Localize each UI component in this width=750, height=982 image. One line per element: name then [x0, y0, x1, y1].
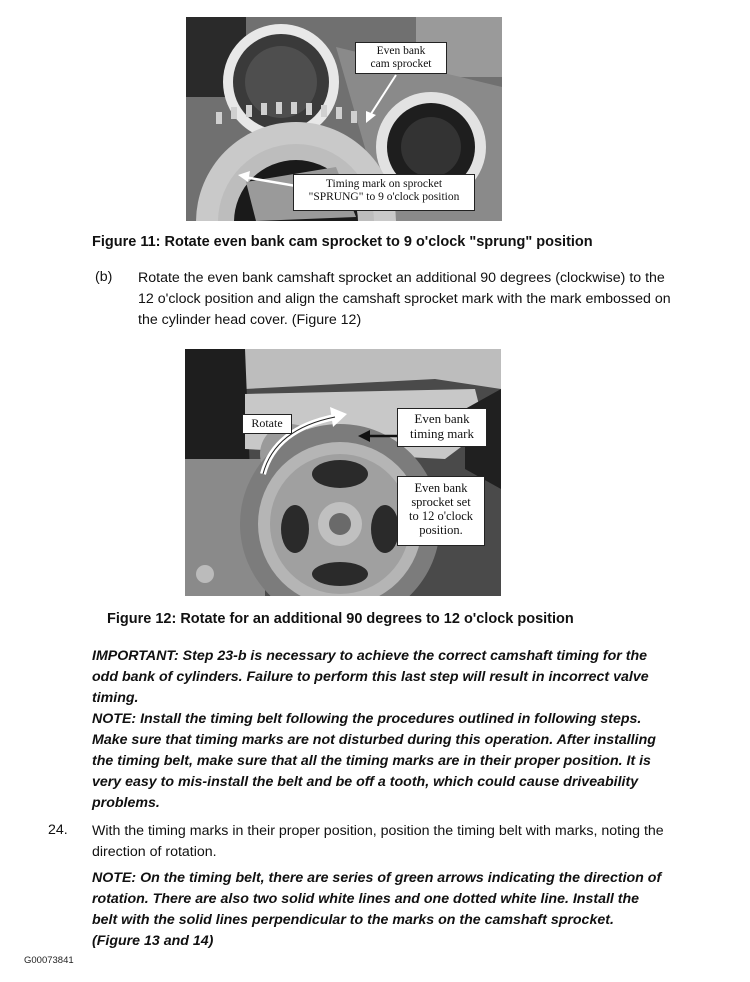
- step-24-text: With the timing marks in their proper position, position the timing belt with marks, noting the direction of rotation.: [92, 823, 664, 860]
- callout-timing-mark-sprung: Timing mark on sprocket "SPRUNG" to 9 o'clock position: [293, 174, 475, 211]
- step-b-marker: (b): [95, 269, 113, 285]
- document-id: G00073841: [24, 955, 74, 966]
- figure-12-photo: [185, 349, 501, 596]
- note-timing-belt-arrows: NOTE: On the timing belt, there are series of green arrows indicating the direction of rotation. There are also two solid white lines and one dotted white line. Install the belt with the solid lines perpendicular to the marks on the camshaft sprocket. (Figure 13 and 14): [92, 870, 662, 949]
- callout-even-bank-cam-sprocket: Even bank cam sprocket: [355, 42, 447, 74]
- step-b-text: Rotate the even bank camshaft sprocket an additional 90 degrees (clockwise) to the 12 o'clock position and align the camshaft sprocket mark with the mark embossed on the cylinder head cover. (Figure 12): [138, 270, 671, 328]
- figure-11-caption: Figure 11: Rotate even bank cam sprocket to 9 o'clock "sprung" position: [92, 234, 593, 250]
- important-note: IMPORTANT: Step 23-b is necessary to achieve the correct camshaft timing for the odd bank of cylinders. Failure to perform this last step will result in incorrect valve timing.: [92, 648, 649, 706]
- callout-even-bank-timing-mark: Even bank timing mark: [397, 408, 487, 447]
- step-24-marker: 24.: [48, 822, 68, 838]
- figure-12-caption: Figure 12: Rotate for an additional 90 degrees to 12 o'clock position: [107, 611, 574, 627]
- figure-12-illustration: [185, 349, 501, 596]
- callout-rotate: Rotate: [242, 414, 292, 434]
- note-install-timing-belt: NOTE: Install the timing belt following the procedures outlined in following steps. Make sure that timing marks are not disturbed during this operation. After installing the timing belt, make sure that all the timing marks are in their proper position. It is very easy to mis-install the belt and be off a tooth, which could cause driveability problems.: [92, 711, 656, 811]
- figure-11-photo: [186, 17, 502, 221]
- callout-even-bank-sprocket-12-oclock: Even bank sprocket set to 12 o'clock position.: [397, 476, 485, 546]
